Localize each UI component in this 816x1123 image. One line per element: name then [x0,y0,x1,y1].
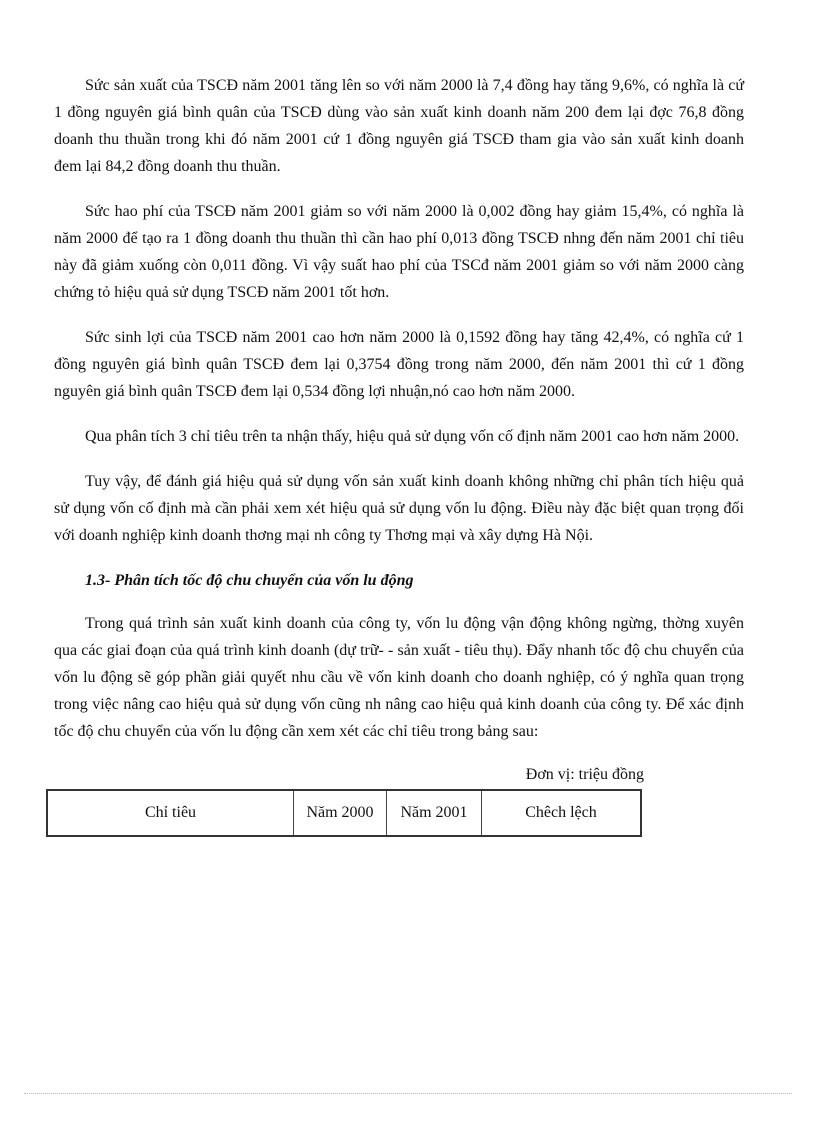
paragraph-fixed-asset-productivity: Sức sản xuất của TSCĐ năm 2001 tăng lên so với năm 2000 là 7,4 đồng hay tăng 9,6%, có nghĩa là cứ 1 đồng nguyên giá bình quân của TSCĐ dùng vào sản xuất kinh doanh năm 200 đem lại đợc 76,8 đồng doanh thu thuần trong khi đó năm 2001 cứ 1 đồng nguyên giá TSCĐ tham gia vào sản xuất kinh doanh đem lại 84,2 đồng doanh thu thuần. [54,77,744,175]
table-header-year-2001: Năm 2001 [387,790,482,836]
table-header-row [47,790,641,836]
table-header-year-2000: Năm 2000 [294,790,387,836]
paragraph-fixed-asset-profitability: Sức sinh lợi của TSCĐ năm 2001 cao hơn năm 2000 là 0,1592 đồng hay tăng 42,4%, có nghĩa cứ 1 đồng nguyên giá bình quân TSCĐ đem lại 0,3754 đồng trong năm 2000, đến năm 2001 thì cứ 1 đồng nguyên giá bình quân TSCĐ đem lại 0,534 đồng lợi nhuận,nó cao hơn năm 2000. [54,329,744,400]
table-header-difference: Chêch lệch [482,790,642,836]
working-capital-table [46,789,642,837]
section-heading: 1.3- Phân tích tốc độ chu chuyển của vốn lu động [85,572,414,589]
page-bottom-divider [24,1093,792,1094]
unit-label: Đơn vị: triệu đồng [525,766,644,783]
paragraph-fixed-asset-cost: Sức hao phí của TSCĐ năm 2001 giảm so với năm 2000 là 0,002 đồng hay giảm 15,4%, có nghĩa là năm 2000 để tạo ra 1 đồng doanh thu thuần thì cần hao phí 0,013 đồng TSCĐ nhng đến năm 2001 chỉ tiêu này đã giảm xuống còn 0,011 đồng. Vì vậy suất hao phí của TSCđ năm 2001 giảm so với năm 2000 càng chứng tỏ hiệu quả sử dụng TSCĐ năm 2001 tốt hơn. [54,203,744,301]
paragraph-conclusion: Qua phân tích 3 chỉ tiêu trên ta nhận thấy, hiệu quả sử dụng vốn cố định năm 2001 cao hơn năm 2000. [85,428,740,445]
paragraph-section-body: Trong quá trình sản xuất kinh doanh của công ty, vốn lu động vận động không ngừng, thờng xuyên qua các giai đoạn của quá trình kinh doanh (dự trữ- - sản xuất - tiêu thụ). Đẩy nhanh tốc độ chu chuyển của vốn lu động sẽ góp phần giải quyết nhu cầu về vốn kinh doanh cho doanh nghiệp, có ý nghĩa quan trọng trong việc nâng cao hiệu quả sử dụng vốn cũng nh nâng cao hiệu quả kinh doanh của công ty. Để xác định tốc độ chu chuyển của vốn lu động cần xem xét các chỉ tiêu trong bảng sau: [54,615,744,740]
document-page [54,72,744,837]
paragraph-working-capital-intro: Tuy vậy, để đánh giá hiệu quả sử dụng vốn sản xuất kinh doanh không những chỉ phân tích hiệu quả sử dụng vốn cố định mà cần phải xem xét hiệu quả sử dụng vốn lu động. Điều này đặc biệt quan trọng đối với doanh nghiệp kinh doanh thơng mại nh công ty Thơng mại và xây dựng Hà Nội. [54,473,744,544]
table-header-indicator: Chỉ tiêu [47,790,294,836]
